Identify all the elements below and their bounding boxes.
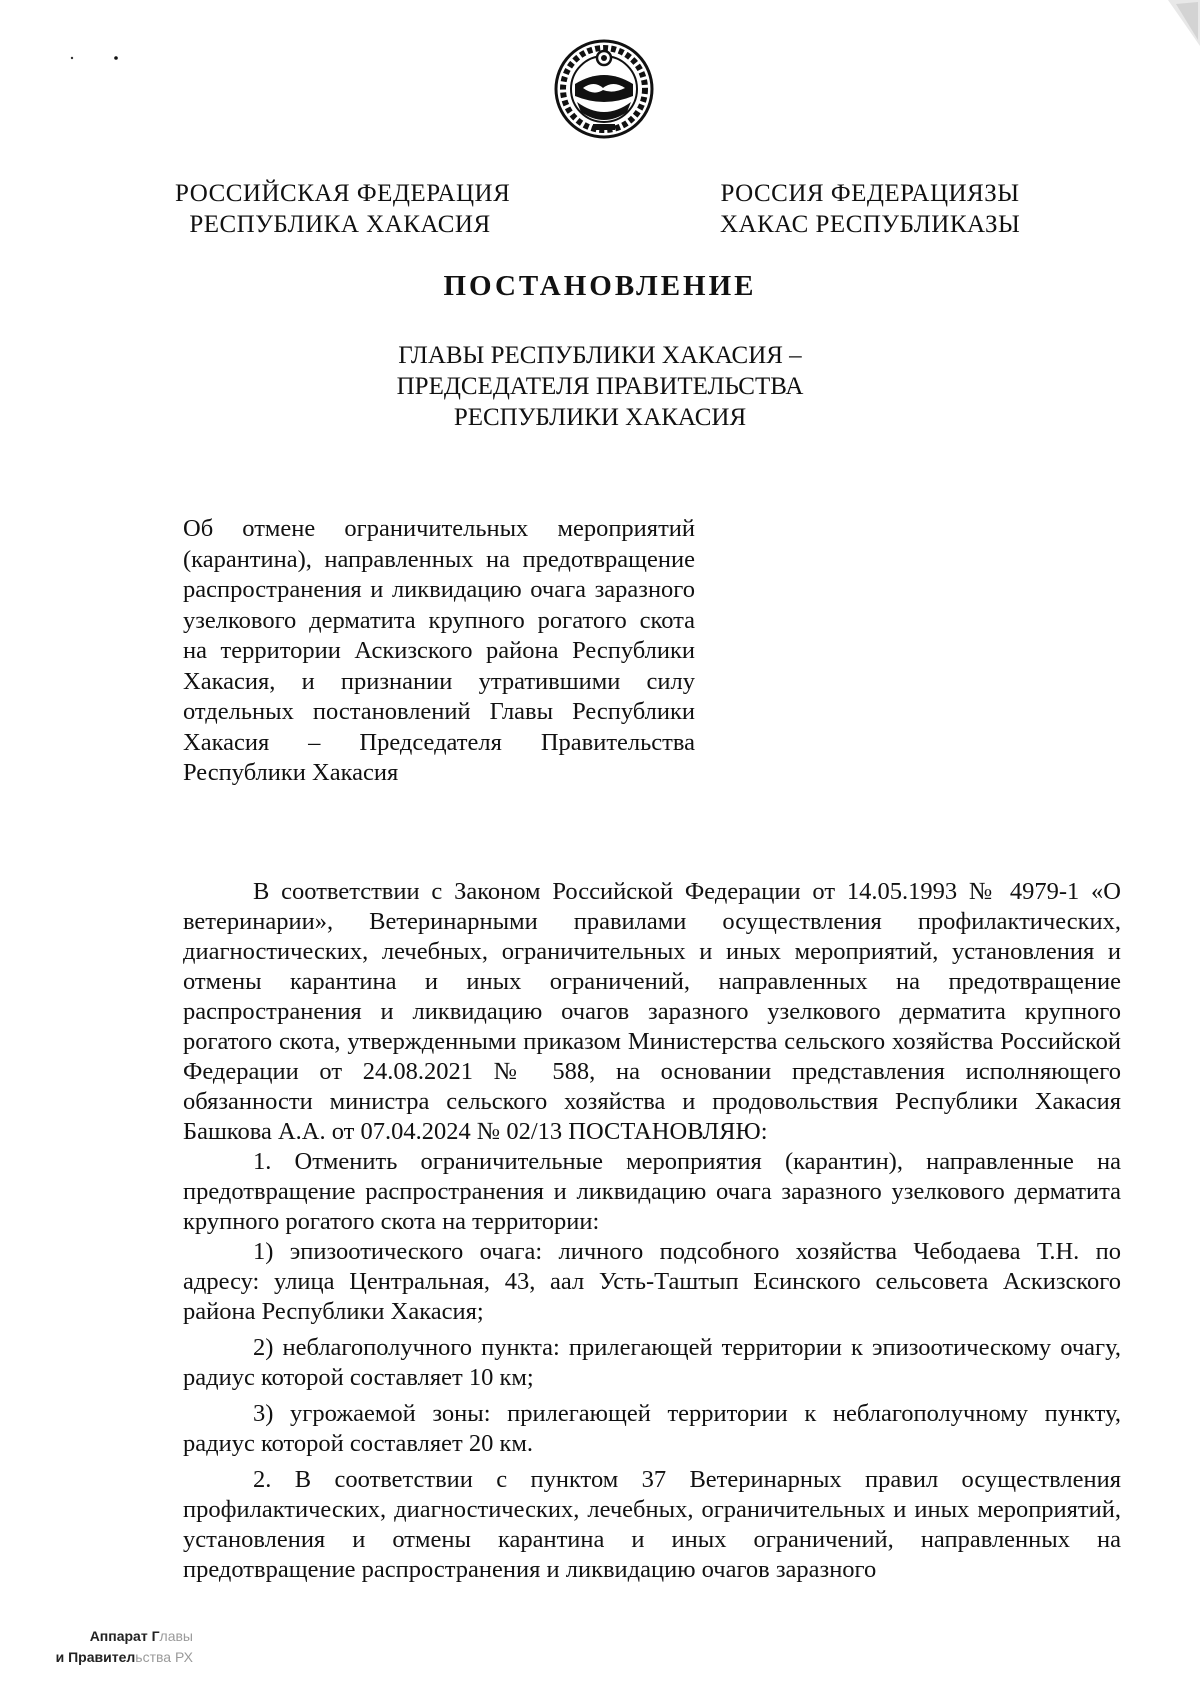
- header-right-line2: ХАКАС РЕСПУБЛИКАЗЫ: [720, 211, 1021, 238]
- subitem-2-paragraph: 2) неблагополучного пункта: прилегающей территории к эпизоотическому очагу, радиус которой составляет 10 км;: [183, 1334, 1121, 1391]
- item-1-paragraph: 1. Отменить ограничительные мероприятия (карантин), направленные на предотвращение распространения и ликвидацию очага заразного узелкового дерматита крупного рогатого скота на территории:: [183, 1148, 1121, 1235]
- scan-artifact: [1160, 0, 1200, 46]
- stamp-line2-faded: ьства РХ: [135, 1649, 193, 1665]
- header-russian: [175, 178, 511, 240]
- header-right-line1: РОССИЯ ФЕДЕРАЦИЯЗЫ: [720, 180, 1020, 207]
- stamp-line1: Аппарат Г: [89, 1628, 160, 1644]
- subitem-1-paragraph: 1) эпизоотического очага: личного подсобного хозяйства Чебодаева Т.Н. по адресу: улица Центральная, 43, аал Усть-Таштып Есинского сельсовета Аскизского района Республики Хакасия;: [183, 1238, 1121, 1325]
- subitem-3-paragraph: 3) угрожаемой зоны: прилегающей территории к неблагополучному пункту, радиус которой составляет 20 км.: [183, 1400, 1121, 1457]
- authority-line1: ГЛАВЫ РЕСПУБЛИКИ ХАКАСИЯ –: [398, 342, 802, 369]
- authority-line2: ПРЕДСЕДАТЕЛЯ ПРАВИТЕЛЬСТВА: [396, 373, 804, 400]
- coat-of-arms-icon: [553, 36, 655, 142]
- document-subject: Об отмене ограничительных мероприятий (карантина), направленных на предотвращение распространения и ликвидацию очага заразного узелкового дерматита крупного рогатого скота на территории Аскизского района Республики Хакасия, и признании утратившими силу отдельных постановлений Главы Республики Хакасия – Председателя Правительства Республики Хакасия: [183, 515, 695, 786]
- scan-specks: [70, 52, 130, 64]
- issuing-authority: [0, 340, 1200, 433]
- document-type-title: ПОСТАНОВЛЕНИЕ: [443, 270, 757, 302]
- header-left-line1: РОССИЙСКАЯ ФЕДЕРАЦИЯ: [175, 180, 511, 207]
- authority-line3: РЕСПУБЛИКИ ХАКАСИЯ: [453, 404, 747, 431]
- preamble-paragraph: В соответствии с Законом Российской Федерации от 14.05.1993 № 4979-1 «О ветеринарии», Ветеринарными правилами осуществления профилактических, диагностических, лечебных, ограничительных и иных мероприятий, установления и отмены карантина и иных ограничений, направленных на предотвращение распространения и ликвидацию очагов заразного узелкового дерматита крупного рогатого скота, утвержденными приказом Министерства сельского хозяйства Российской Федерации от 24.08.2021 № 588, на основании представления исполняющего обязанности министра сельского хозяйства и продовольствия Республики Хакасия Башкова А.А. от 07.04.2024 № 02/13 ПОСТАНОВЛЯЮ:: [183, 878, 1121, 1145]
- document-body: [183, 877, 1121, 1585]
- header-khakas: [720, 178, 1020, 240]
- item-2-paragraph: 2. В соответствии с пунктом 37 Ветеринарных правил осуществления профилактических, диагностических, лечебных, ограничительных и иных мероприятий, установления и отмены карантина и иных ограничений, направленных на предотвращение распространения и ликвидацию очагов заразного: [183, 1466, 1121, 1583]
- stamp-line1-faded: лавы: [159, 1628, 193, 1644]
- office-stamp: [43, 1626, 193, 1668]
- stamp-line2: и Правител: [55, 1649, 136, 1665]
- header-left-line2: РЕСПУБЛИКА ХАКАСИЯ: [189, 211, 491, 238]
